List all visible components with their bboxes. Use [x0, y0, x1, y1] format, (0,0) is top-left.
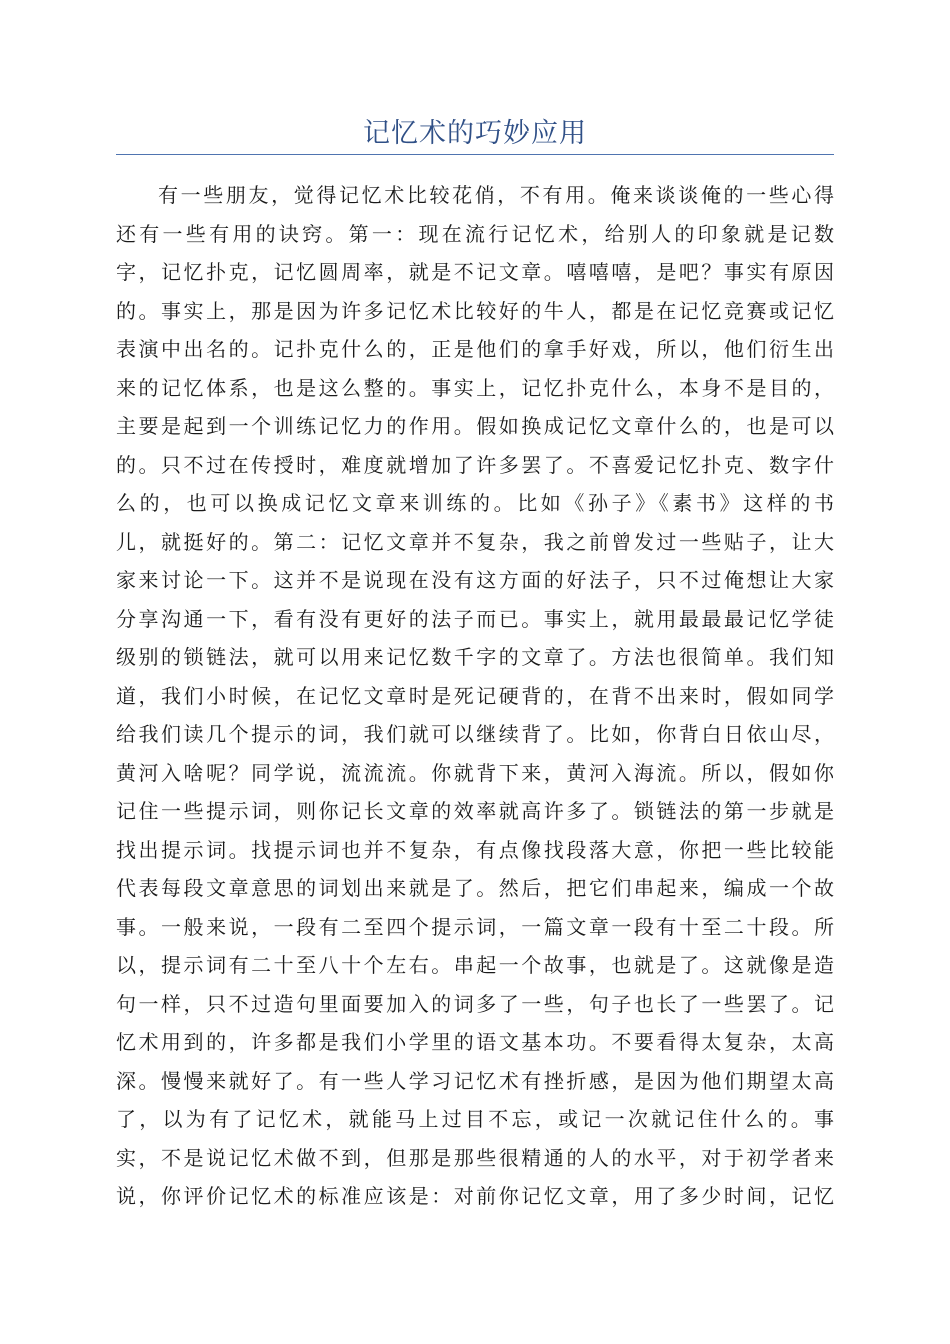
- text-line: 实，不是说记忆术做不到，但那是那些很精通的人的水平，对于初学者来: [116, 1145, 834, 1170]
- text-line: 深。慢慢来就好了。有一些人学习记忆术有挫折感，是因为他们期望太高: [116, 1068, 834, 1093]
- text-line: 有一些朋友，觉得记忆术比较花俏，不有用。俺来谈谈俺的一些心得: [158, 183, 834, 207]
- text-line: 分享沟通一下，看有没有更好的法子而已。事实上，就用最最最记忆学徒: [116, 606, 834, 631]
- text-line: 级别的锁链法，就可以用来记忆数千字的文章了。方法也很简单。我们知: [116, 645, 834, 669]
- text-line: 以，提示词有二十至八十个左右。串起一个故事，也就是了。这就像是造: [116, 953, 834, 977]
- text-line: 代表每段文章意思的词划出来就是了。然后，把它们串起来，编成一个故: [116, 876, 834, 900]
- text-line: 家来讨论一下。这并不是说现在没有这方面的好法子，只不过俺想让大家: [116, 568, 834, 592]
- body-paragraph: [116, 176, 834, 1216]
- text-line: 给我们读几个提示的词，我们就可以继续背了。比如，你背白日依山尽，: [116, 722, 834, 746]
- text-line: 找出提示词。找提示词也并不复杂，有点像找段落大意，你把一些比较能: [116, 837, 834, 862]
- text-line: 的。只不过在传授时，难度就增加了许多罢了。不喜爱记忆扑克、数字什: [116, 452, 834, 477]
- text-line: 事。一般来说，一段有二至四个提示词，一篇文章一段有十至二十段。所: [116, 914, 834, 939]
- text-line: 主要是起到一个训练记忆力的作用。假如换成记忆文章什么的，也是可以: [116, 414, 834, 438]
- text-line: 记住一些提示词，则你记长文章的效率就高许多了。锁链法的第一步就是: [116, 799, 834, 823]
- text-line: 的。事实上，那是因为许多记忆术比较好的牛人，都是在记忆竞赛或记忆: [116, 298, 834, 323]
- text-line: 还有一些有用的诀窍。第一：现在流行记忆术，给别人的印象就是记数: [116, 221, 834, 246]
- text-line: 道，我们小时候，在记忆文章时是死记硬背的，在背不出来时，假如同学: [116, 683, 834, 708]
- text-line: 忆术用到的，许多都是我们小学里的语文基本功。不要看得太复杂，太高: [116, 1030, 834, 1054]
- text-line: 字，记忆扑克，记忆圆周率，就是不记文章。嘻嘻嘻，是吧？事实有原因: [116, 260, 834, 284]
- text-line: 句一样，只不过造句里面要加入的词多了一些，句子也长了一些罢了。记: [116, 991, 834, 1016]
- text-line: 儿，就挺好的。第二：记忆文章并不复杂，我之前曾发过一些贴子，让大: [116, 529, 834, 554]
- text-line: 表演中出名的。记扑克什么的，正是他们的拿手好戏，所以，他们衍生出: [116, 337, 834, 361]
- text-line: 来的记忆体系，也是这么整的。事实上，记忆扑克什么，本身不是目的，: [116, 375, 834, 400]
- text-line: 说，你评价记忆术的标准应该是：对前你记忆文章，用了多少时间，记忆: [116, 1184, 834, 1208]
- document-title: 记忆术的巧妙应用: [363, 118, 587, 149]
- text-line: 了，以为有了记忆术，就能马上过目不忘，或记一次就记住什么的。事: [116, 1107, 834, 1131]
- title-underline: [116, 154, 834, 155]
- text-line: 么的，也可以换成记忆文章来训练的。比如《孙子》《素书》这样的书: [116, 491, 834, 515]
- text-line: 黄河入啥呢？同学说，流流流。你就背下来，黄河入海流。所以，假如你: [116, 760, 834, 785]
